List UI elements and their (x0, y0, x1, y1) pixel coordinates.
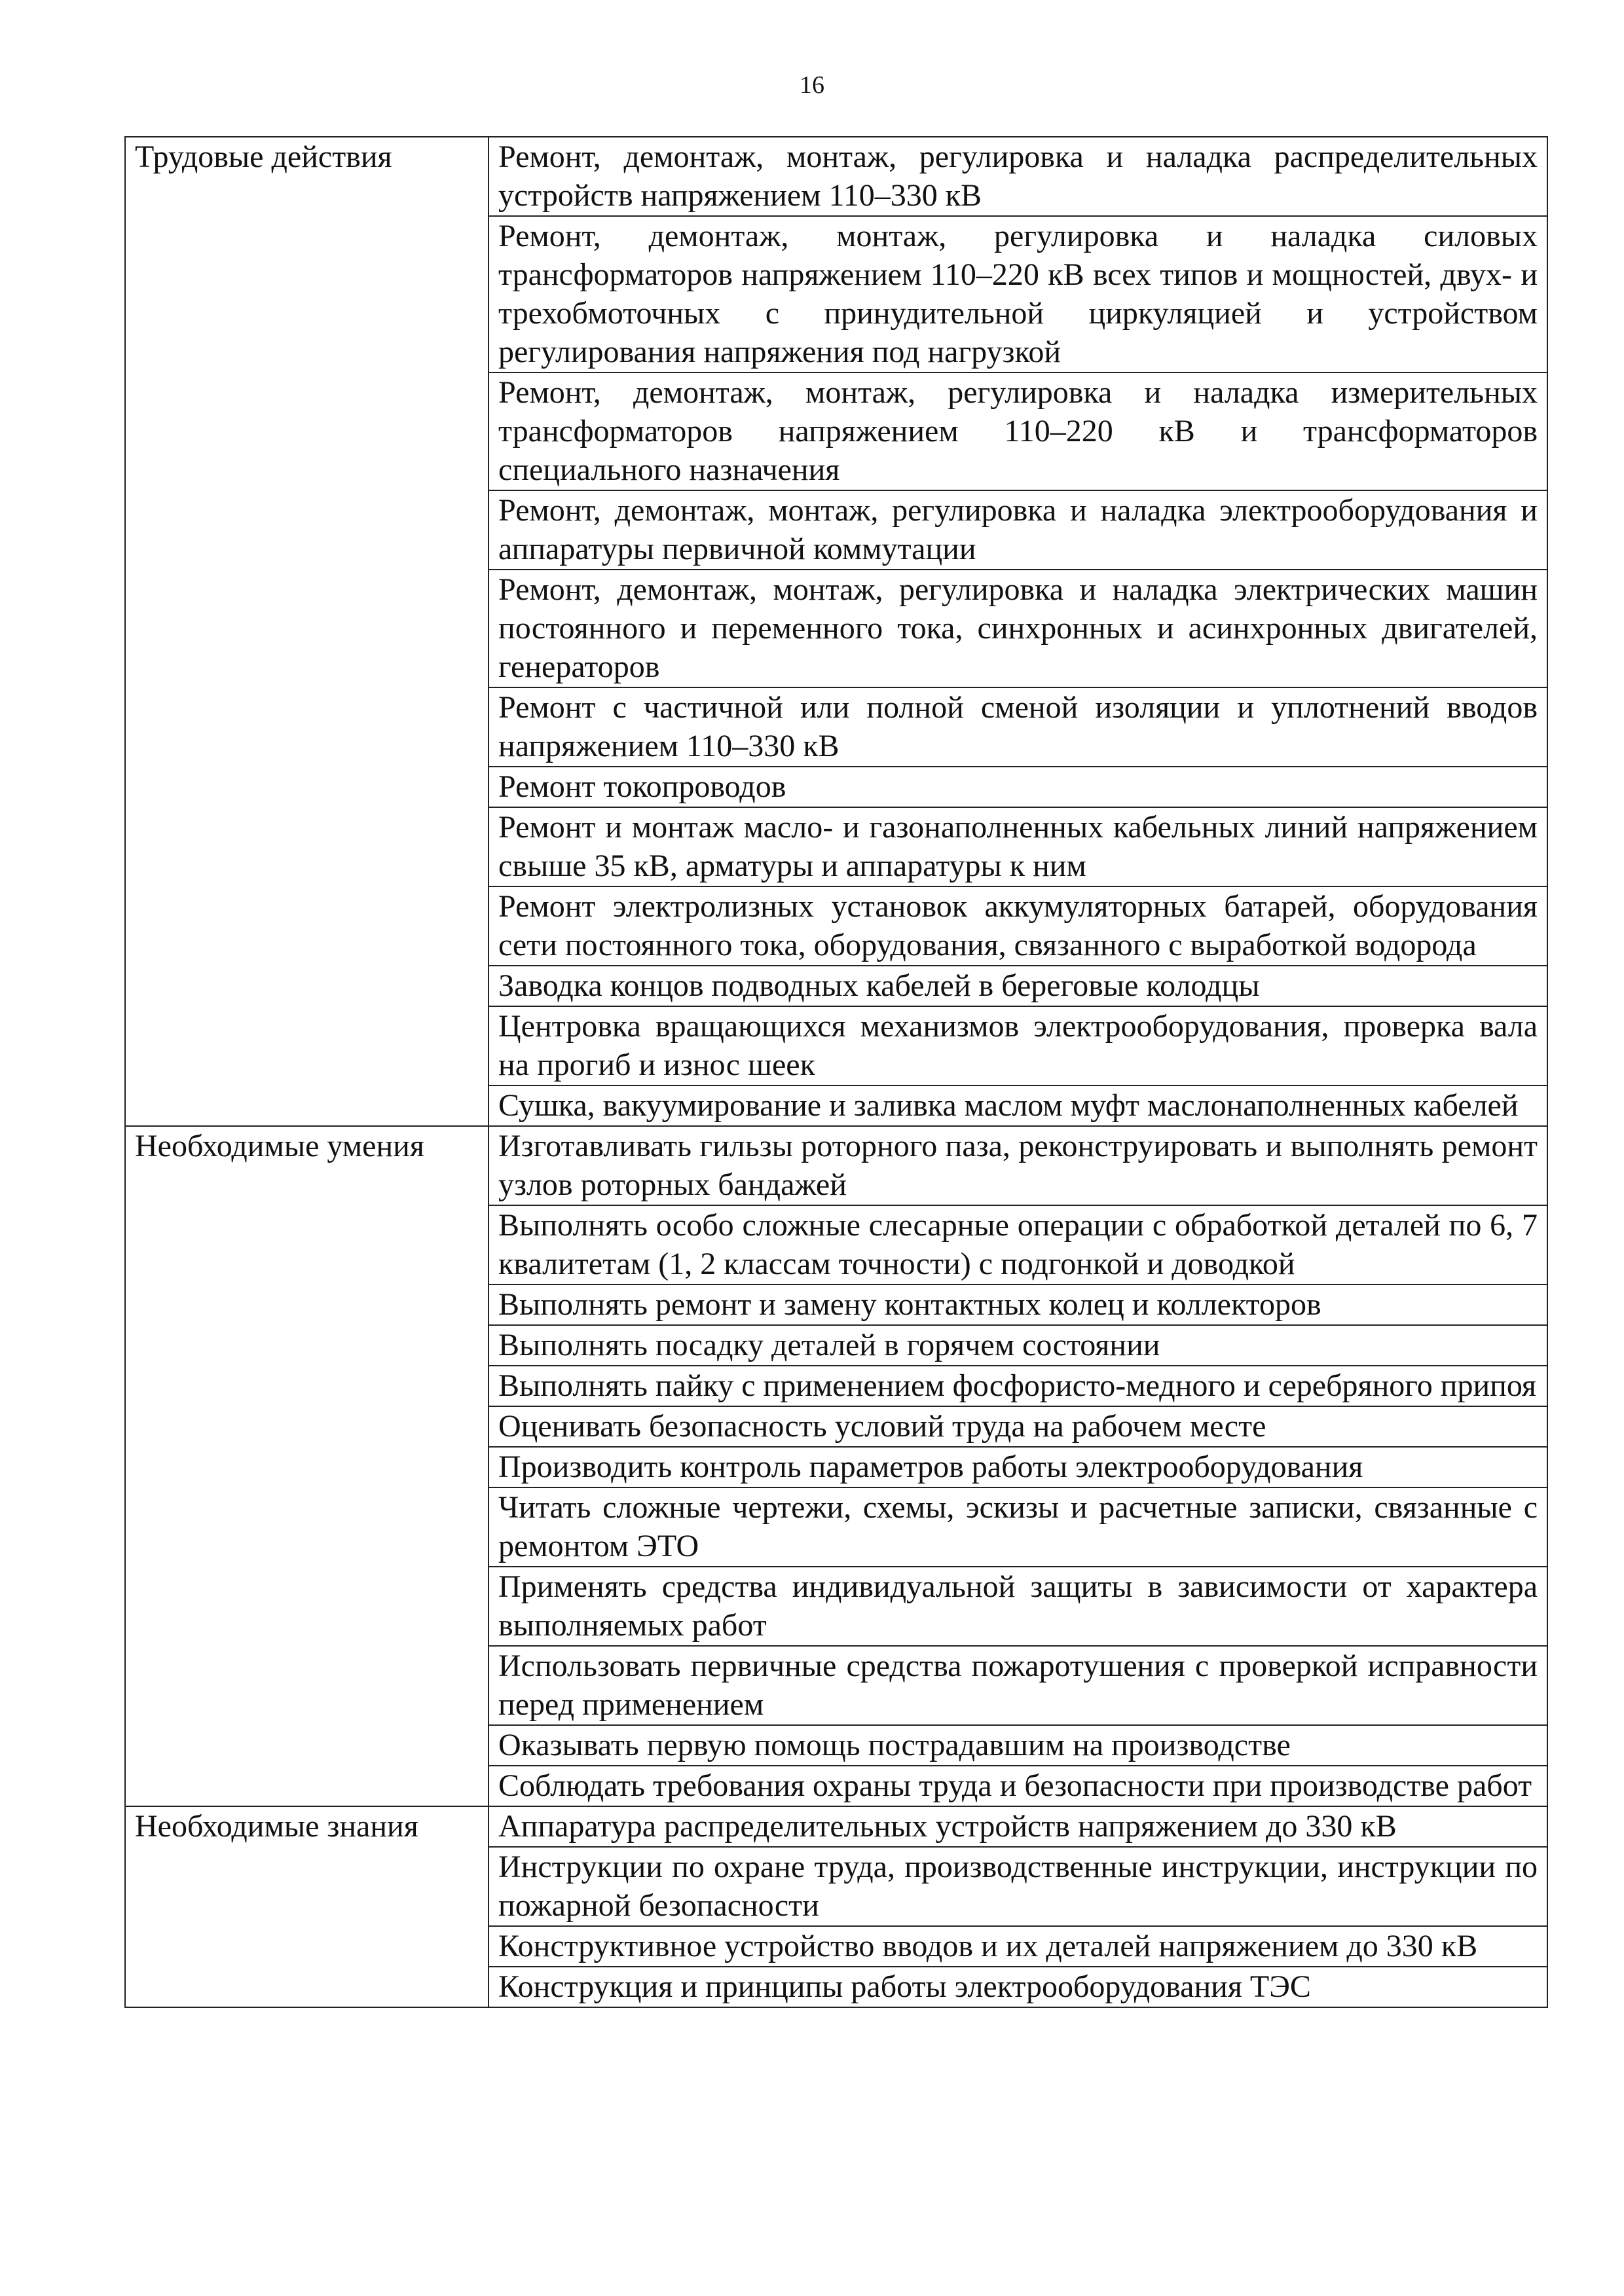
section-item: Ремонт, демонтаж, монтаж, регулировка и наладка силовых трансформаторов напряжением 110–220 кВ всех типов и мощностей, двух- и трехобмоточных с принудительной циркуляцией и устройством регулирования напряжения под нагрузкой (489, 216, 1547, 373)
section-item: Оценивать безопасность условий труда на рабочем месте (489, 1406, 1547, 1447)
section-item: Конструкция и принципы работы электрооборудования ТЭС (489, 1967, 1547, 2007)
section-item: Ремонт токопроводов (489, 767, 1547, 807)
section-item: Ремонт и монтаж масло- и газонаполненных кабельных линий напряжением свыше 35 кВ, арматуры и аппаратуры к ним (489, 807, 1547, 886)
section-item: Оказывать первую помощь пострадавшим на производстве (489, 1725, 1547, 1766)
table-row (125, 1806, 1547, 1847)
page-number: 16 (800, 71, 824, 99)
section-item: Сушка, вакуумирование и заливка маслом муфт маслонаполненных кабелей (489, 1085, 1547, 1126)
section-item: Аппаратура распределительных устройств напряжением до 330 кВ (489, 1806, 1547, 1847)
section-label: Необходимые умения (125, 1126, 489, 1806)
section-item: Центровка вращающихся механизмов электрооборудования, проверка вала на прогиб и износ шеек (489, 1006, 1547, 1085)
table-row (125, 137, 1547, 216)
section-item: Заводка концов подводных кабелей в береговые колодцы (489, 966, 1547, 1006)
section-label: Трудовые действия (125, 137, 489, 1126)
section-item: Производить контроль параметров работы электрооборудования (489, 1447, 1547, 1487)
section-item: Изготавливать гильзы роторного паза, реконструировать и выполнять ремонт узлов роторных бандажей (489, 1126, 1547, 1205)
table-row (125, 1126, 1547, 1205)
section-item: Ремонт, демонтаж, монтаж, регулировка и наладка электрооборудования и аппаратуры первичной коммутации (489, 490, 1547, 570)
section-item: Использовать первичные средства пожаротушения с проверкой исправности перед применением (489, 1646, 1547, 1725)
qualification-table-body (125, 137, 1547, 2007)
section-item: Применять средства индивидуальной защиты в зависимости от характера выполняемых работ (489, 1567, 1547, 1646)
section-item: Ремонт электролизных установок аккумуляторных батарей, оборудования сети постоянного тока, оборудования, связанного с выработкой водорода (489, 886, 1547, 966)
section-item: Ремонт с частичной или полной сменой изоляции и уплотнений вводов напряжением 110–330 кВ (489, 687, 1547, 767)
section-item: Инструкции по охране труда, производственные инструкции, инструкции по пожарной безопасности (489, 1847, 1547, 1926)
section-item: Ремонт, демонтаж, монтаж, регулировка и наладка измерительных трансформаторов напряжением 110–220 кВ и трансформаторов специального назначения (489, 373, 1547, 490)
section-item: Выполнять пайку с применением фосфористо-медного и серебряного припоя (489, 1366, 1547, 1406)
section-item: Читать сложные чертежи, схемы, эскизы и расчетные записки, связанные с ремонтом ЭТО (489, 1487, 1547, 1567)
section-item: Конструктивное устройство вводов и их деталей напряжением до 330 кВ (489, 1926, 1547, 1967)
section-item: Выполнять посадку деталей в горячем состоянии (489, 1325, 1547, 1366)
section-item: Выполнять особо сложные слесарные операции с обработкой деталей по 6, 7 квалитетам (1, 2 классам точности) с подгонкой и доводкой (489, 1205, 1547, 1285)
section-item: Соблюдать требования охраны труда и безопасности при производстве работ (489, 1766, 1547, 1806)
qualification-table (124, 136, 1548, 2008)
section-item: Ремонт, демонтаж, монтаж, регулировка и наладка распределительных устройств напряжением 110–330 кВ (489, 137, 1547, 216)
section-item: Выполнять ремонт и замену контактных колец и коллекторов (489, 1285, 1547, 1325)
section-label: Необходимые знания (125, 1806, 489, 2007)
section-item: Ремонт, демонтаж, монтаж, регулировка и наладка электрических машин постоянного и переменного тока, синхронных и асинхронных двигателей, генераторов (489, 570, 1547, 687)
